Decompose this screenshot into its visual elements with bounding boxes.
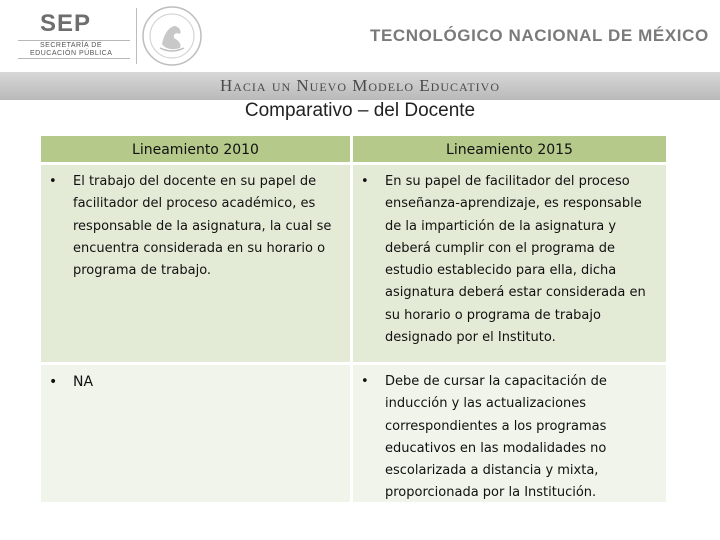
- column-header-2015: Lineamiento 2015: [353, 136, 666, 165]
- table-row: [41, 165, 666, 365]
- band-title: Hacia un Nuevo Modelo Educativo: [219, 76, 501, 95]
- bullet-icon: •: [361, 374, 369, 389]
- table-header-row: [41, 136, 666, 165]
- table-cell: [41, 365, 353, 502]
- bullet-item: [353, 365, 666, 505]
- bullet-item: [41, 365, 350, 393]
- table-cell: [353, 165, 666, 365]
- sep-logo-text: SEP: [40, 10, 92, 37]
- table-row: [41, 365, 666, 502]
- bullet-icon: •: [361, 174, 369, 189]
- mexico-seal-icon: [140, 4, 204, 68]
- bullet-text: Debe de cursar la capacitación de inducción y las actualizaciones correspondientes a los programas educativos en las modalidades no escolarizada a distancia y mixta, proporcionada por la Institución.: [385, 374, 607, 501]
- institution-title: TECNOLÓGICO NACIONAL DE MÉXICO: [370, 26, 709, 45]
- bullet-icon: •: [49, 174, 57, 189]
- sep-subtitle-line2: EDUCACIÓN PÚBLICA: [30, 50, 113, 57]
- header: [0, 0, 720, 72]
- bullet-text: El trabajo del docente en su papel de facilitador del proceso académico, es responsable de la asignatura, la cual se encuentra considerada en su horario o programa de trabajo.: [73, 174, 332, 279]
- sep-logo-rule: [18, 40, 130, 41]
- bullet-item: [353, 165, 666, 349]
- bullet-text: NA: [73, 374, 94, 390]
- bullet-icon: •: [49, 374, 58, 390]
- sep-subtitle-line1: SECRETARÍA DE: [40, 42, 102, 49]
- slide-title: Comparativo – del Docente: [244, 100, 476, 121]
- header-divider: [136, 8, 137, 64]
- sep-logo-rule-bottom: [18, 58, 130, 59]
- column-header-2010: Lineamiento 2010: [41, 136, 353, 165]
- bullet-item: [41, 165, 350, 282]
- bullet-text: En su papel de facilitador del proceso enseñanza-aprendizaje, es responsable de la impartición de la asignatura y deberá cumplir con el programa de estudio establecido para ella, dicha asignatura deberá estar considerada en su horario o programa de trabajo designado por el Instituto.: [385, 174, 646, 346]
- comparison-table: [41, 136, 666, 502]
- table-cell: [353, 365, 666, 502]
- table-cell: [41, 165, 353, 365]
